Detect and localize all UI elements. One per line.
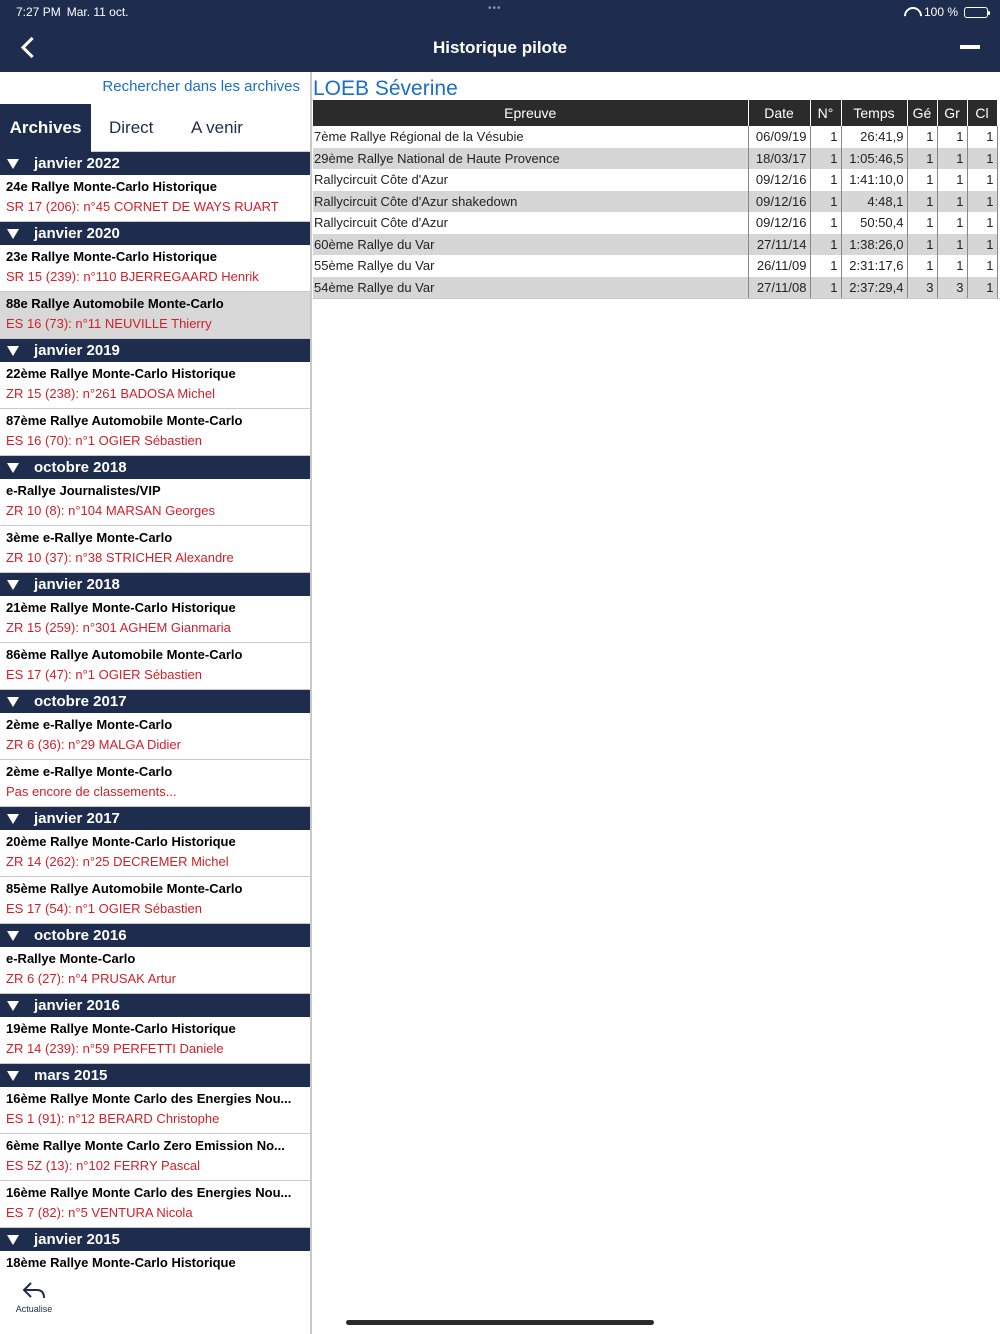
event-name: 21ème Rallye Monte-Carlo Historique [6,600,236,615]
group-label: octobre 2016 [34,927,127,944]
table-cell: 1 [907,255,937,277]
collapse-triangle-icon [7,346,19,356]
table-cell: 1 [907,148,937,170]
page-title: Historique pilote [432,38,568,57]
table-cell: 1:38:26,0 [841,234,907,256]
table-row[interactable] [313,277,997,299]
table-cell: 55ème Rallye du Var [313,255,748,277]
table-cell: 1 [937,255,967,277]
group-header[interactable] [0,690,312,713]
table-row[interactable] [313,234,997,256]
group-label: janvier 2022 [34,155,120,172]
collapse-triangle-icon [7,1071,19,1081]
table-row[interactable] [313,212,997,234]
table-cell: 54ème Rallye du Var [313,277,748,299]
event-result: ZR 15 (238): n°261 BADOSA Michel [6,386,215,401]
list-item[interactable] [0,292,312,339]
table-row[interactable] [313,148,997,170]
table-cell: 1 [810,277,841,299]
group-header[interactable] [0,994,312,1017]
status-bar [0,0,1000,22]
list-item[interactable] [0,175,312,222]
table-cell: 1 [810,234,841,256]
event-result: SR 15 (239): n°110 BJERREGAARD Henrik [6,269,259,284]
event-name: 2ème e-Rallye Monte-Carlo [6,717,173,732]
event-result: Pas encore de classements... [6,784,177,799]
table-cell: 27/11/14 [748,234,810,256]
table-cell: 1:05:46,5 [841,148,907,170]
list-item[interactable] [0,1181,312,1228]
table-cell: 3 [907,277,937,299]
column-header[interactable]: Gé [907,100,937,126]
wifi-icon [904,7,918,17]
event-result: ZR 10 (37): n°38 STRICHER Alexandre [6,550,234,565]
tab-archives[interactable]: Archives [0,104,91,152]
table-cell: 26/11/09 [748,255,810,277]
table-header [313,100,997,126]
event-result: ZR 14 (262): n°25 DECREMER Michel [6,854,229,869]
column-header[interactable]: Gr [937,100,967,126]
list-item[interactable] [0,596,312,643]
event-name: 22ème Rallye Monte-Carlo Historique [6,366,236,381]
collapse-triangle-icon [7,229,19,239]
tab-a-venir[interactable]: A venir [191,118,243,137]
table-cell: 7ème Rallye Régional de la Vésubie [313,126,748,148]
table-row[interactable] [313,169,997,191]
bottom-toolbar [0,1274,310,1334]
home-indicator [346,1320,654,1325]
event-name: 16ème Rallye Monte Carlo des Energies Nou... [6,1185,292,1200]
event-result: SR 17 (206): n°45 CORNET DE WAYS RUART [6,199,279,214]
list-item[interactable] [0,362,312,409]
list-item[interactable] [0,1134,312,1181]
list-item[interactable] [0,409,312,456]
driver-name[interactable]: LOEB Séverine [313,77,458,100]
table-cell: 1 [810,212,841,234]
battery-icon [964,7,988,18]
collapse-triangle-icon [7,697,19,707]
table-cell: 2:37:29,4 [841,277,907,299]
table-cell: 1 [810,126,841,148]
event-result: ES 7 (82): n°5 VENTURA Nicola [6,1205,193,1220]
event-name: 19ème Rallye Monte-Carlo Historique [6,1021,236,1036]
tab-direct[interactable]: Direct [109,118,154,137]
event-name: 24e Rallye Monte-Carlo Historique [6,179,217,194]
table-cell: 1 [937,212,967,234]
event-name: 87ème Rallye Automobile Monte-Carlo [6,413,243,428]
table-cell: 1 [967,255,997,277]
group-label: mars 2015 [34,1067,108,1084]
group-header[interactable] [0,807,312,830]
table-cell: 1 [810,148,841,170]
group-header[interactable] [0,339,312,362]
event-result: ZR 6 (27): n°4 PRUSAK Artur [6,971,176,986]
event-name: 88e Rallye Automobile Monte-Carlo [6,296,224,311]
event-result: ZR 6 (36): n°29 MALGA Didier [6,737,181,752]
event-name: 16ème Rallye Monte Carlo des Energies Nou... [6,1091,292,1106]
column-header[interactable]: Date [748,100,810,126]
event-name: 6ème Rallye Monte Carlo Zero Emission No... [6,1138,285,1153]
group-label: janvier 2017 [34,810,120,827]
group-header[interactable] [0,456,312,479]
table-cell: 1 [967,234,997,256]
event-result: ZR 15 (259): n°301 AGHEM Gianmaria [6,620,231,635]
table-cell: 50:50,4 [841,212,907,234]
event-result: ES 16 (73): n°11 NEUVILLE Thierry [6,316,212,331]
event-result: ES 17 (54): n°1 OGIER Sébastien [6,901,202,916]
table-cell: 1 [967,169,997,191]
table-cell: 06/09/19 [748,126,810,148]
battery-status: 100 % [904,5,988,19]
table-cell: 1 [937,234,967,256]
navigation-bar [0,0,1000,72]
table-body [313,126,997,298]
collapse-triangle-icon [7,814,19,824]
table-cell: 09/12/16 [748,191,810,213]
group-label: janvier 2016 [34,997,120,1014]
group-header[interactable] [0,222,312,245]
group-label: octobre 2018 [34,459,127,476]
results-table [313,100,998,298]
event-name: 18ème Rallye Monte-Carlo Historique [6,1255,236,1270]
column-header[interactable]: N° [810,100,841,126]
table-cell: 1 [937,148,967,170]
group-header[interactable] [0,1228,312,1251]
table-cell: 1 [810,169,841,191]
event-name: e-Rallye Monte-Carlo [6,951,136,966]
collapse-triangle-icon [7,159,19,169]
collapse-triangle-icon [7,1001,19,1011]
event-result: ES 5Z (13): n°102 FERRY Pascal [6,1158,201,1173]
table-cell: 09/12/16 [748,212,810,234]
table-cell: 60ème Rallye du Var [313,234,748,256]
table-cell: 1 [810,255,841,277]
column-header[interactable]: Temps [841,100,907,126]
group-label: janvier 2019 [34,342,120,359]
table-cell: 09/12/16 [748,169,810,191]
group-header[interactable] [0,573,312,596]
table-cell: 27/11/08 [748,277,810,299]
event-name: 20ème Rallye Monte-Carlo Historique [6,834,236,849]
column-header[interactable]: Cl [967,100,997,126]
refresh-label: Actualise [15,1304,53,1314]
table-cell: 18/03/17 [748,148,810,170]
group-header[interactable] [0,1064,312,1087]
reply-arrow-icon [21,1280,47,1302]
table-divider [313,298,1000,299]
table-cell: 1 [907,212,937,234]
archive-list [0,152,312,1298]
list-item[interactable] [0,947,312,994]
list-item[interactable] [0,830,312,877]
collapse-triangle-icon [7,1235,19,1245]
table-cell: 1 [907,126,937,148]
list-item[interactable] [0,1017,312,1064]
table-cell: Rallycircuit Côte d'Azur shakedown [313,191,748,213]
table-cell: 29ème Rallye National de Haute Provence [313,148,748,170]
event-name: 85ème Rallye Automobile Monte-Carlo [6,881,243,896]
table-cell: 1 [967,191,997,213]
event-result: ES 1 (91): n°12 BERARD Christophe [6,1111,220,1126]
table-cell: 1 [967,148,997,170]
table-row[interactable] [313,126,997,148]
event-name: e-Rallye Journalistes/VIP [6,483,161,498]
table-cell: 1 [967,212,997,234]
table-cell: 1 [810,191,841,213]
event-name: 2ème e-Rallye Monte-Carlo [6,764,173,779]
table-cell: 1 [907,191,937,213]
list-item[interactable] [0,479,312,526]
group-label: janvier 2020 [34,225,120,242]
table-row[interactable] [313,191,997,213]
collapse-triangle-icon [7,580,19,590]
group-label: janvier 2015 [34,1231,120,1248]
event-result: ZR 14 (239): n°59 PERFETTI Daniele [6,1041,224,1056]
event-name: 86ème Rallye Automobile Monte-Carlo [6,647,243,662]
event-result: ES 16 (70): n°1 OGIER Sébastien [6,433,202,448]
table-cell: 1 [937,126,967,148]
driver-history-panel [313,72,1000,1334]
event-name: 3ème e-Rallye Monte-Carlo [6,530,173,545]
list-item[interactable] [0,643,312,690]
list-item[interactable] [0,760,312,807]
table-row[interactable] [313,255,997,277]
table-cell: 1 [937,191,967,213]
list-item[interactable] [0,245,312,292]
table-cell: 1 [967,126,997,148]
table-cell: Rallycircuit Côte d'Azur [313,169,748,191]
list-item[interactable] [0,526,312,573]
table-cell: 1 [907,169,937,191]
column-header[interactable]: Epreuve [313,100,748,126]
search-archives-link[interactable]: Rechercher dans les archives [102,78,300,95]
table-cell: 1:41:10,0 [841,169,907,191]
group-header[interactable] [0,924,312,947]
list-item[interactable] [0,713,312,760]
table-cell: 4:48,1 [841,191,907,213]
table-cell: 26:41,9 [841,126,907,148]
event-result: ES 17 (47): n°1 OGIER Sébastien [6,667,202,682]
status-time: 7:27 PM Mar. 11 oct. [16,5,129,19]
list-item[interactable] [0,1087,312,1134]
collapse-triangle-icon [7,931,19,941]
group-header[interactable] [0,152,312,175]
table-cell: 1 [907,234,937,256]
table-cell: 3 [937,277,967,299]
event-result: ZR 10 (8): n°104 MARSAN Georges [6,503,215,518]
group-label: janvier 2018 [34,576,120,593]
collapse-triangle-icon [7,463,19,473]
list-item[interactable] [0,877,312,924]
refresh-button[interactable] [12,1280,56,1324]
table-cell: 2:31:17,6 [841,255,907,277]
multitask-dots: ••• [488,3,502,14]
event-name: 23e Rallye Monte-Carlo Historique [6,249,217,264]
menu-minus-icon[interactable] [960,45,980,49]
archives-panel [0,72,312,1334]
tab-bar [0,104,312,152]
table-cell: Rallycircuit Côte d'Azur [313,212,748,234]
table-cell: 1 [937,169,967,191]
table-cell: 1 [967,277,997,299]
group-label: octobre 2017 [34,693,127,710]
